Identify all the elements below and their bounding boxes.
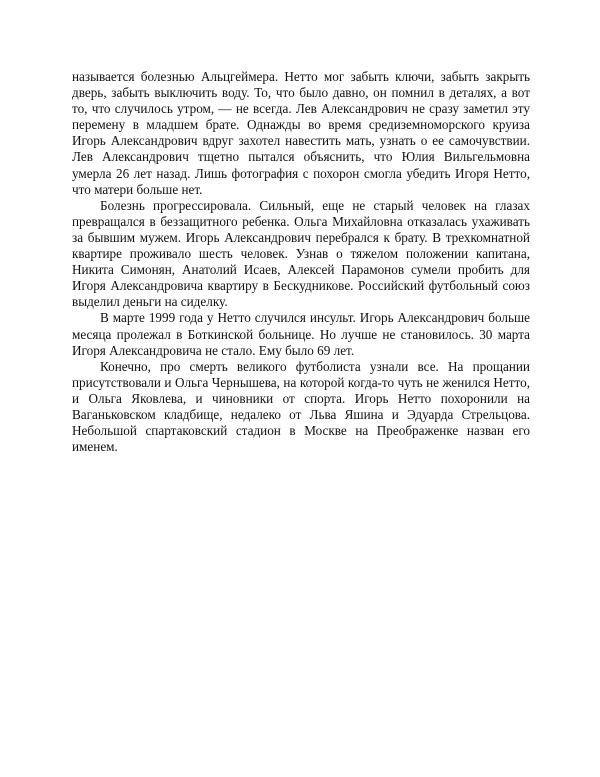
document-page xyxy=(72,69,530,455)
paragraph-1: называется болезнью Альцгеймера. Нетто мог забыть ключи, забыть закрыть дверь, забыть выключить воду. То, что было давно, он помнил в деталях, а вот то, что случилось утром, — не всегда. Лев Александрович не сразу заметил эту перемену в младшем брате. Однажды во время средиземноморского круиза Игорь Александрович вдруг захотел навестить мать, узнать о ее самочувствии. Лев Александрович тщетно пытался объяснить, что Юлия Вильгельмовна умерла 26 лет назад. Лишь фотография с похорон смогла убедить Игоря Нетто, что матери больше нет. xyxy=(72,69,530,197)
paragraph-2: Болезнь прогрессировала. Сильный, еще не старый человек на глазах превращался в беззащитного ребенка. Ольга Михайловна отказалась ухаживать за бывшим мужем. Игорь Александрович перебрался к брату. В трехкомнатной квартире проживало шесть человек. Узнав о тяжелом положении капитана, Никита Симонян, Анатолий Исаев, Алексей Парамонов сумели пробить для Игоря Александровича квартиру в Бескудникове. Российский футбольный союз выделил деньги на сиделку. xyxy=(72,197,530,310)
paragraph-4: Конечно, про смерть великого футболиста узнали все. На прощании присутствовали и Ольга Чернышева, на которой когда-то чуть не женился Нетто, и Ольга Яковлева, и чиновники от спорта. Игорь Нетто похоронили на Ваганьковском кладбище, недалеко от Льва Яшина и Эдуарда Стрельцова. Небольшой спартаковский стадион в Москве на Преображенке назван его именем. xyxy=(72,358,530,455)
paragraph-3: В марте 1999 года у Нетто случился инсульт. Игорь Александрович больше месяца пролежал в Боткинской больнице. Но лучше не становилось. 30 марта Игоря Александровича не стало. Ему было 69 лет. xyxy=(72,310,530,358)
